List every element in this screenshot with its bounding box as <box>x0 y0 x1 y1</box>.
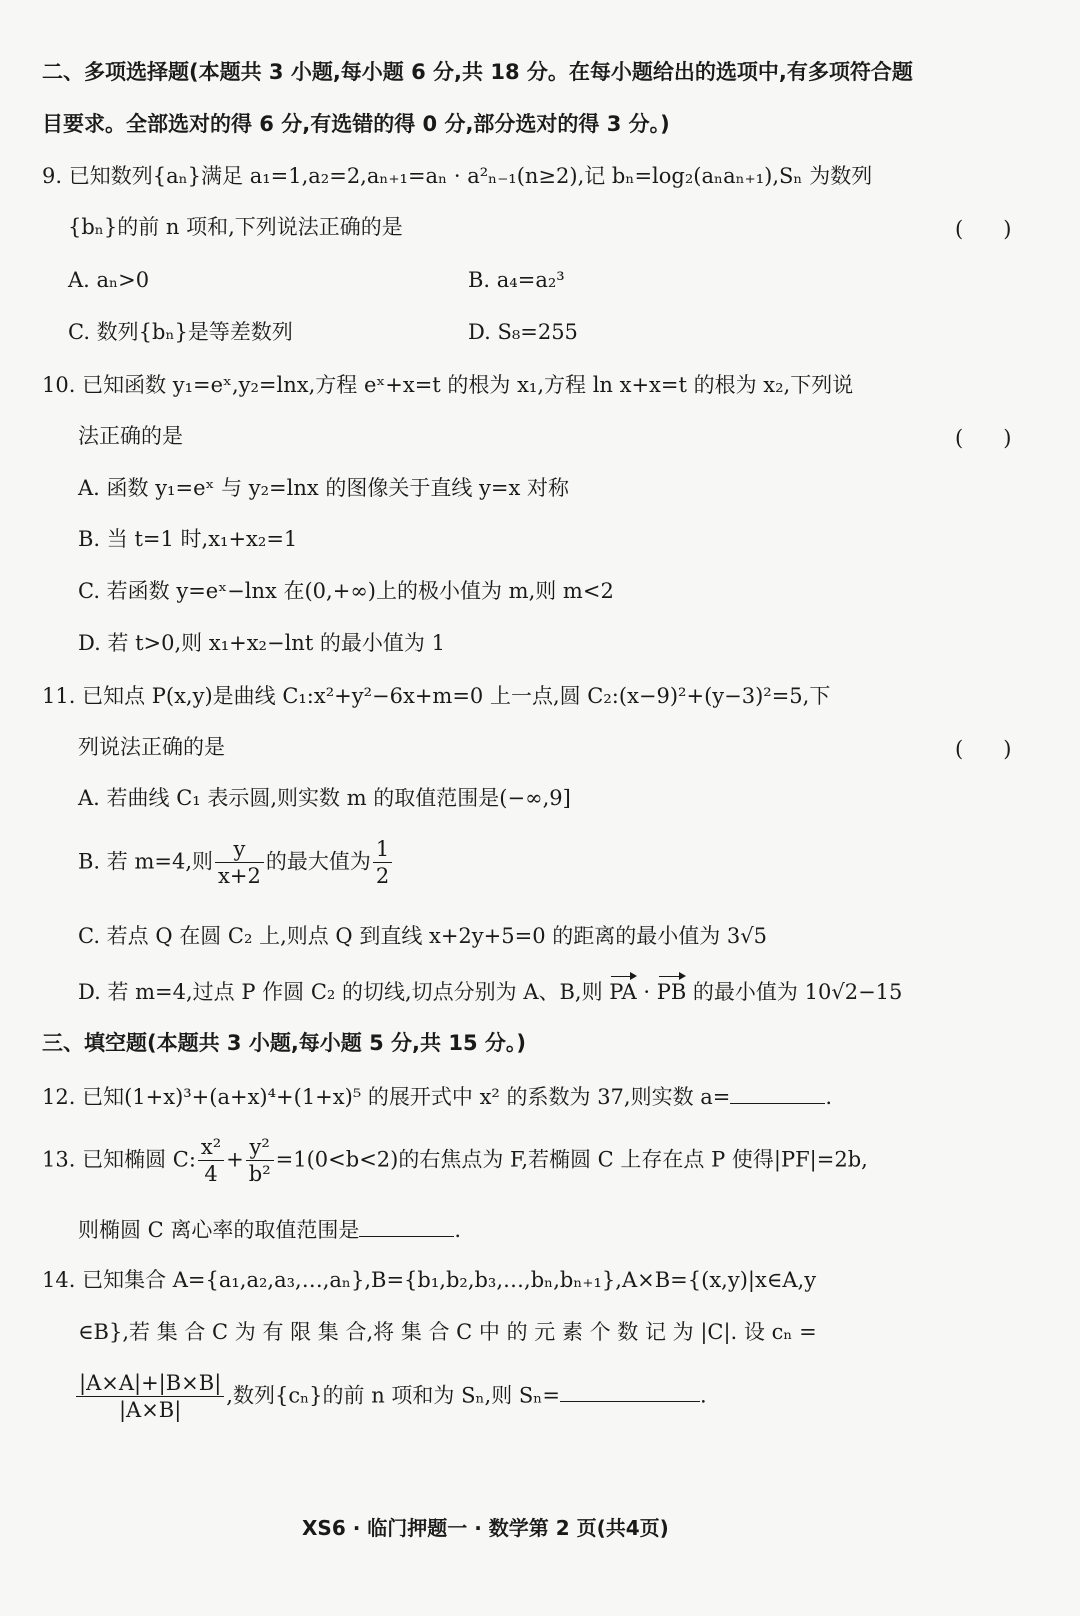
fraction-numerator: |A×A|+|B×B| <box>76 1370 224 1397</box>
q12-line <box>42 1085 832 1108</box>
fraction-denominator: 4 <box>204 1162 218 1187</box>
fraction-denominator: 2 <box>375 864 390 889</box>
fraction-denominator: |A×B| <box>118 1398 182 1423</box>
q13-post: =1(0<b<2)的右焦点为 F,若椭圆 C 上存在点 P 使得|PF|=2b, <box>275 1147 868 1172</box>
q13-fraction-y <box>246 1134 274 1188</box>
q10-option-b: B. 当 t=1 时,x₁+x₂=1 <box>78 527 298 551</box>
q9-option-d: D. S₈=255 <box>468 320 578 344</box>
q14-end: . <box>699 1383 707 1408</box>
vector-pa: PA <box>609 980 637 1004</box>
q13-plus: + <box>226 1147 244 1172</box>
q14-line2: ∈B},若 集 合 C 为 有 限 集 合,将 集 合 C 中 的 元 素 个 数 记 为 |C|. 设 cₙ = <box>78 1320 817 1344</box>
fraction-numerator: 1 <box>373 836 392 863</box>
fraction-denominator: b² <box>248 1162 271 1187</box>
q11-option-d-pre: D. 若 m=4,过点 P 作圆 C₂ 的切线,切点分别为 A、B,则 <box>78 980 610 1004</box>
q10-stem-line1: 10. 已知函数 y₁=eˣ,y₂=lnx,方程 eˣ+x=t 的根为 x₁,方程 ln x+x=t 的根为 x₂,下列说 <box>42 373 854 397</box>
q9-stem-line1: 9. 已知数列{aₙ}满足 a₁=1,a₂=2,aₙ₊₁=aₙ · a²ₙ₋₁(n≥2),记 bₙ=log₂(aₙaₙ₊₁),Sₙ 为数列 <box>42 164 873 188</box>
q14-line3 <box>74 1370 707 1424</box>
section2-heading-line1: 二、多项选择题(本题共 3 小题,每小题 6 分,共 18 分。在每小题给出的选项中,有多项符合题 <box>42 60 913 84</box>
q11-option-c: C. 若点 Q 在圆 C₂ 上,则点 Q 到直线 x+2y+5=0 的距离的最小值为 3√5 <box>78 924 768 948</box>
q11-answer-paren: ( ) <box>955 737 1012 761</box>
q10-stem-line2: 法正确的是 <box>78 424 183 448</box>
q13-line2-text: 则椭圆 C 离心率的取值范围是 <box>78 1218 360 1242</box>
q11-option-b-mid: 的最大值为 <box>265 849 371 874</box>
q13-line2 <box>78 1218 461 1241</box>
q10-option-c: C. 若函数 y=eˣ−lnx 在(0,+∞)上的极小值为 m,则 m<2 <box>78 579 614 603</box>
q13-pre: 13. 已知椭圆 C: <box>42 1147 196 1172</box>
fraction-numerator: y² <box>246 1134 274 1161</box>
q10-answer-paren: ( ) <box>955 426 1012 450</box>
q11-option-d-dot: · <box>636 980 657 1004</box>
fraction-numerator: y <box>215 836 264 863</box>
q12-end: . <box>825 1085 833 1109</box>
q11-option-b-pre: B. 若 m=4,则 <box>78 849 214 874</box>
q11-option-a: A. 若曲线 C₁ 表示圆,则实数 m 的取值范围是(−∞,9] <box>78 786 571 810</box>
q11-option-d-post: 的最小值为 10√2−15 <box>686 980 903 1004</box>
q13-end: . <box>454 1218 462 1242</box>
q14-answer-blank[interactable] <box>560 1383 700 1402</box>
section2-heading-line2: 目要求。全部选对的得 6 分,有选错的得 0 分,部分选对的得 3 分。) <box>42 112 670 136</box>
q9-option-b: B. a₄=a₂³ <box>468 268 565 292</box>
q9-option-a: A. aₙ>0 <box>68 268 150 292</box>
fraction-denominator: x+2 <box>218 864 261 889</box>
q12-answer-blank[interactable] <box>730 1085 825 1104</box>
q13-answer-blank[interactable] <box>359 1218 454 1237</box>
q11-stem-line2: 列说法正确的是 <box>78 735 225 759</box>
q11-option-b <box>78 836 394 890</box>
q14-line1: 14. 已知集合 A={a₁,a₂,a₃,…,aₙ},B={b₁,b₂,b₃,…,bₙ,bₙ₊₁},A×B={(x,y)|x∈A,y <box>42 1268 817 1292</box>
q9-answer-paren: ( ) <box>955 217 1012 241</box>
q9-option-c: C. 数列{bₙ}是等差数列 <box>68 320 293 344</box>
q13-fraction-x <box>198 1134 224 1188</box>
q11-stem-line1: 11. 已知点 P(x,y)是曲线 C₁:x²+y²−6x+m=0 上一点,圆 C₂:(x−9)²+(y−3)²=5,下 <box>42 684 831 708</box>
q14-fraction-cn <box>76 1370 224 1424</box>
q11-option-d <box>78 982 902 1003</box>
page-footer: XS6 · 临门押题一 · 数学第 2 页(共4页) <box>302 1516 669 1540</box>
section3-heading: 三、填空题(本题共 3 小题,每小题 5 分,共 15 分。) <box>42 1031 526 1055</box>
q14-post: ,数列{cₙ}的前 n 项和为 Sₙ,则 Sₙ= <box>226 1383 560 1408</box>
q11-option-b-value <box>373 836 392 890</box>
q12-text: 12. 已知(1+x)³+(a+x)⁴+(1+x)⁵ 的展开式中 x² 的系数为 37,则实数 a= <box>42 1085 731 1109</box>
vector-pb: PB <box>656 980 687 1004</box>
q9-stem-line2: {bₙ}的前 n 项和,下列说法正确的是 <box>68 215 403 239</box>
q11-option-b-fraction <box>215 836 264 890</box>
q10-option-a: A. 函数 y₁=eˣ 与 y₂=lnx 的图像关于直线 y=x 对称 <box>78 476 570 500</box>
q13-line1 <box>42 1134 868 1188</box>
fraction-numerator: x² <box>198 1134 224 1161</box>
q10-option-d: D. 若 t>0,则 x₁+x₂−lnt 的最小值为 1 <box>78 631 445 655</box>
